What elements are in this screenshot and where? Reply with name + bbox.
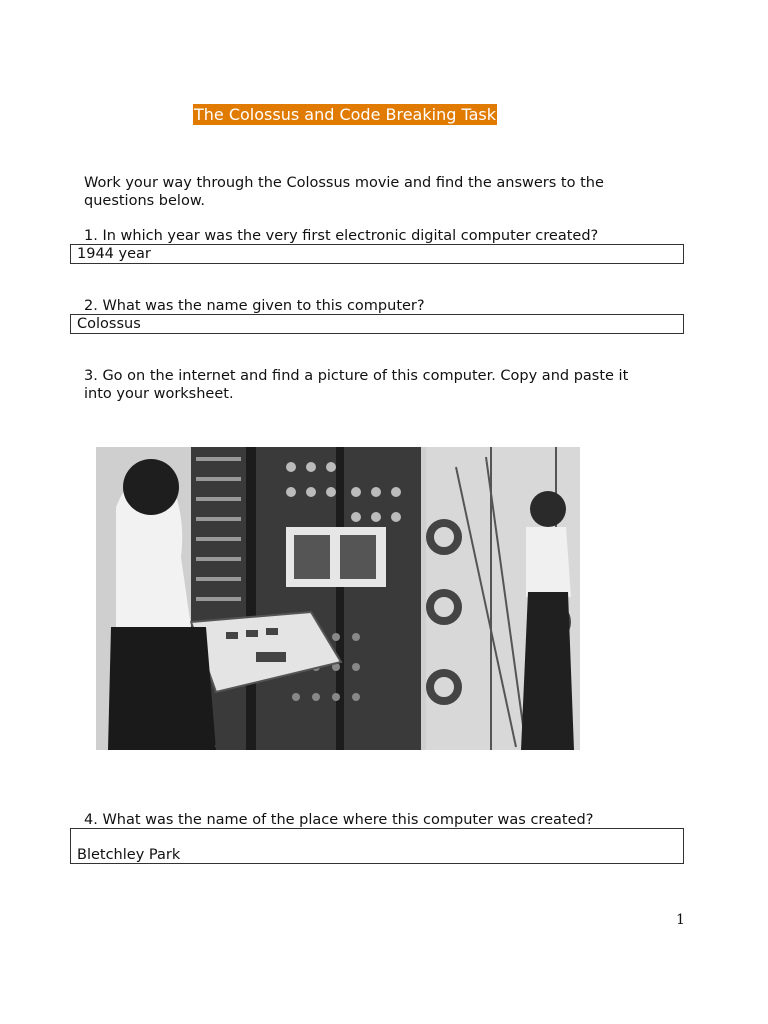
question-4: 4. What was the name of the place where this computer was created? bbox=[84, 812, 594, 828]
question-3-line-1: 3. Go on the internet and find a picture of this computer. Copy and paste it bbox=[84, 368, 629, 384]
answer-4-field[interactable]: Bletchley Park bbox=[70, 828, 684, 864]
worksheet-title: The Colossus and Code Breaking Task bbox=[194, 105, 496, 124]
answer-2-field[interactable]: Colossus bbox=[70, 314, 684, 334]
answer-1-field[interactable]: 1944 year bbox=[70, 244, 684, 264]
question-1: 1. In which year was the very first electronic digital computer created? bbox=[84, 228, 599, 244]
question-2: 2. What was the name given to this computer? bbox=[84, 298, 425, 314]
page-number: 1 bbox=[676, 912, 685, 928]
intro-line-1: Work your way through the Colossus movie and find the answers to the bbox=[84, 175, 604, 191]
colossus-photo bbox=[96, 447, 580, 750]
question-3-line-2: into your worksheet. bbox=[84, 386, 234, 402]
intro-line-2: questions below. bbox=[84, 193, 205, 209]
